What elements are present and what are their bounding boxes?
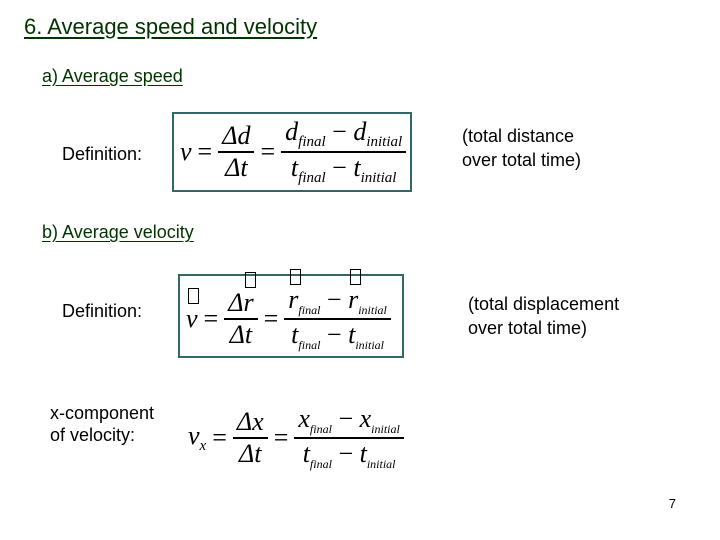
eq-b-num2-var2: [348, 285, 358, 315]
eq-x-lhs-var: v: [188, 421, 200, 450]
x-velocity-equation-area: [182, 400, 422, 476]
eq-x-num2: [294, 404, 403, 437]
eq-x-num2-var1: x: [298, 404, 310, 434]
eq-a-num2-minus: −: [332, 117, 347, 147]
section-a-note-line1: (total distance: [462, 126, 575, 146]
eq-a-den2-var1: t: [290, 152, 299, 182]
eq-b-num2-var1: [288, 285, 298, 315]
eq-a-num2-sub2: initial: [366, 134, 403, 151]
eq-a-num2: [281, 117, 406, 151]
x-velocity-equation: [182, 400, 422, 476]
eq-a-den2-sub1: final: [298, 169, 326, 186]
eq-a-num1: Δd: [222, 121, 251, 151]
slide-title: 6. Average speed and velocity: [24, 14, 318, 39]
eq-x-lhs: [188, 421, 206, 455]
eq-b-lhs-var: v: [186, 304, 198, 333]
eq-a-num2-sub1: final: [298, 134, 326, 151]
section-b-note: [468, 292, 619, 340]
eq-b-num2-var2-text: r: [348, 285, 359, 315]
eq-b-num2-sub2: initial: [358, 303, 387, 318]
eq-a-fraction-final-initial: [281, 117, 406, 187]
eq-a-fraction-delta: [218, 121, 254, 183]
eq-b-num1-r: r: [243, 288, 253, 318]
eq-b-den2-sub1: final: [298, 337, 321, 352]
eq-a-den2-sub2: initial: [360, 169, 397, 186]
section-a-definition-label: Definition:: [62, 144, 143, 164]
eq-x-den2-sub1: final: [309, 456, 332, 471]
eq-b-num1: Δ r: [224, 288, 257, 318]
eq-x-num1: Δx: [236, 407, 264, 437]
eq-b-num2: [284, 285, 391, 318]
eq-x-num2-var2: x: [359, 404, 372, 434]
eq-x-den2: [299, 439, 400, 472]
eq-b-equals-2: =: [263, 304, 279, 333]
section-a-note-line2: over total time): [462, 150, 582, 170]
section-a-note: [462, 124, 581, 172]
eq-x-den2-var1: t: [302, 438, 310, 468]
page-number: 7: [668, 496, 676, 511]
eq-b-num2-var1-text: r: [288, 285, 299, 315]
eq-a-equals-2: =: [260, 137, 276, 166]
eq-a-den2-minus: −: [332, 152, 347, 182]
eq-a-den1: Δt: [225, 152, 248, 182]
eq-b-den2-sub2: initial: [355, 337, 384, 352]
average-velocity-equation: [180, 276, 402, 356]
eq-x-fraction-delta: [233, 407, 268, 469]
vector-arrow-icon: [290, 269, 301, 285]
eq-b-den1: Δt: [229, 319, 253, 349]
eq-x-num2-sub1: final: [309, 422, 332, 437]
eq-x-num2-sub2: initial: [371, 422, 400, 437]
eq-a-equals-1: =: [197, 137, 213, 166]
eq-b-num2-sub1: final: [298, 303, 321, 318]
eq-a-num2-var1: d: [285, 117, 299, 147]
average-speed-equation: [174, 114, 410, 190]
eq-b-den2-var1: t: [291, 319, 299, 349]
eq-b-equals-1: =: [203, 304, 219, 333]
eq-x-lhs-sub: x: [199, 438, 207, 454]
eq-x-den2-var2: t: [359, 438, 367, 468]
eq-b-num2-minus: −: [326, 285, 342, 315]
x-component-label-line1: x-component: [50, 403, 155, 423]
eq-b-den2-minus: −: [326, 319, 342, 349]
eq-a-num2-var2: d: [353, 117, 367, 147]
eq-b-fraction-delta: [224, 288, 257, 350]
average-speed-equation-box: [172, 112, 412, 192]
eq-x-equals-2: =: [273, 423, 289, 452]
eq-b-fraction-final-initial: [284, 285, 391, 353]
section-b-note-line2: over total time): [468, 318, 588, 338]
eq-b-lhs: [186, 304, 198, 334]
x-component-label: [50, 402, 154, 446]
section-a-heading: a) Average speed: [42, 66, 183, 86]
eq-x-den2-sub2: initial: [366, 456, 396, 471]
eq-b-den2-var2: t: [348, 319, 356, 349]
vector-arrow-icon: [350, 269, 361, 285]
average-velocity-equation-box: [178, 274, 404, 358]
eq-x-den2-minus: −: [338, 438, 354, 468]
section-b-definition-label: Definition:: [62, 301, 143, 321]
eq-x-num2-minus: −: [338, 404, 354, 434]
eq-x-den1: Δt: [239, 438, 262, 468]
eq-b-den2: [287, 320, 388, 353]
x-component-label-line2: of velocity:: [50, 425, 136, 445]
eq-x-equals-1: =: [212, 423, 227, 452]
eq-a-lhs: v: [180, 137, 192, 166]
eq-a-den2-var2: t: [353, 152, 361, 182]
vector-arrow-icon: [245, 272, 256, 288]
vector-arrow-icon: [188, 288, 199, 304]
eq-x-fraction-final-initial: [294, 404, 403, 472]
section-b-heading: b) Average velocity: [42, 222, 194, 242]
eq-a-den2: [287, 153, 401, 187]
section-b-note-line1: (total displacement: [468, 294, 620, 314]
